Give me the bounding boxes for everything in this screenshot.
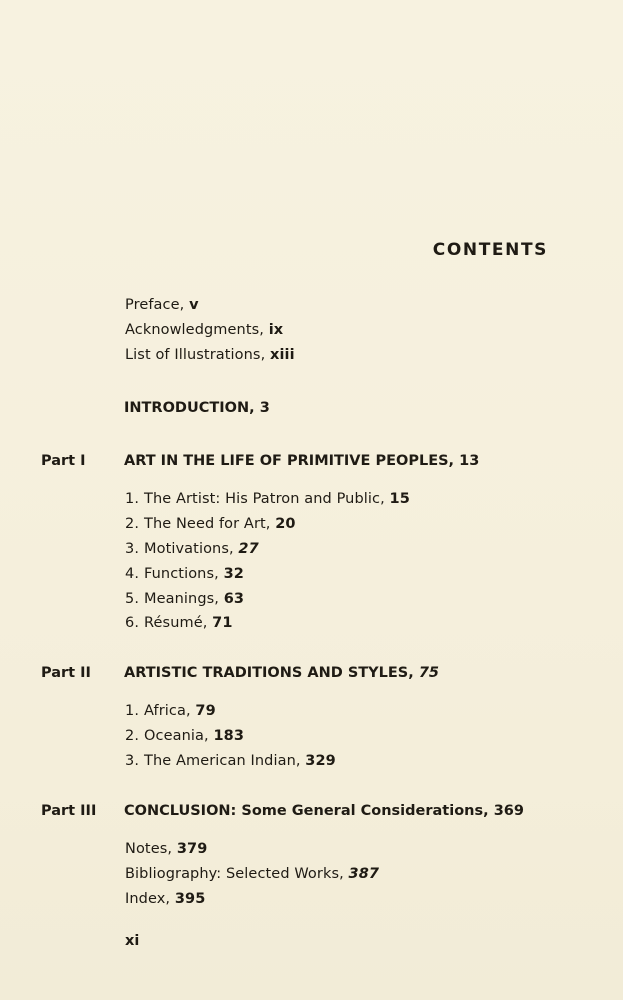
toc-entry-text: Acknowledgments, [125,322,264,338]
toc-entry-page: xiii [270,347,295,363]
toc-entry-page: 75 [418,665,440,681]
chapter-entry[interactable] [125,727,244,745]
chapter-title: The American Indian, [144,753,301,769]
chapter-number: 1. [125,703,140,719]
toc-entry-notes[interactable] [125,840,207,858]
toc-entry-page: 13 [459,453,480,469]
toc-entry-page: 387 [348,866,380,882]
chapter-title: Africa, [144,703,191,719]
part-title-3[interactable] [124,802,524,820]
toc-entry-page: 379 [176,841,208,857]
chapter-title: The Need for Art, [144,516,271,532]
chapter-entry[interactable] [125,590,244,608]
chapter-number: 3. [125,753,140,769]
toc-entry-text: List of Illustrations, [125,347,266,363]
chapter-number: 3. [125,541,140,557]
chapter-title: Résumé, [144,615,208,631]
toc-entry-preface[interactable] [125,296,199,314]
toc-entry-page: 20 [275,516,296,532]
chapter-entry[interactable] [125,752,336,770]
toc-entry-text: Notes, [125,841,173,857]
toc-entry-text: Index, [125,891,171,907]
chapter-entry[interactable] [125,490,410,508]
part-title-text: CONCLUSION: Some General Considerations, [124,803,489,819]
part-title-text: ART IN THE LIFE OF PRIMITIVE PEOPLES, [124,453,455,469]
toc-entry-page: v [189,297,199,313]
toc-entry-text: Bibliography: Selected Works, [125,866,344,882]
toc-entry-bibliography[interactable] [125,865,379,883]
toc-entry-acknowledgments[interactable] [125,321,283,339]
toc-entry-page: ix [268,322,284,338]
toc-entry-page: 63 [223,591,245,607]
toc-entry-page: 183 [213,728,245,744]
chapter-number: 2. [125,728,140,744]
page-heading: CONTENTS [432,240,548,260]
chapter-title: Oceania, [144,728,209,744]
toc-entry-page: 32 [223,566,244,582]
chapter-entry[interactable] [125,515,296,533]
chapter-number: 5. [125,591,140,607]
toc-entry-page: 369 [493,803,524,819]
part-label: Part II [41,665,91,681]
toc-entry-introduction[interactable] [124,399,270,417]
toc-entry-page: 395 [174,891,206,907]
part-title-text: ARTISTIC TRADITIONS AND STYLES, [124,665,414,681]
chapter-entry[interactable] [125,702,216,720]
toc-entry-page: 27 [238,541,259,557]
chapter-number: 6. [125,615,140,631]
part-title-2[interactable] [124,664,439,682]
chapter-title: The Artist: His Patron and Public, [144,491,385,507]
toc-entry-page: 329 [305,753,336,769]
toc-entry-page: 15 [389,491,410,507]
toc-entry-list-of-illustrations[interactable] [125,346,295,364]
toc-entry-text: INTRODUCTION, [124,400,255,416]
part-label: Part III [41,803,97,819]
chapter-number: 2. [125,516,140,532]
toc-entry-page: 79 [195,703,216,719]
chapter-title: Functions, [144,566,219,582]
chapter-number: 4. [125,566,140,582]
chapter-title: Motivations, [144,541,234,557]
chapter-entry[interactable] [125,614,233,632]
part-title-1[interactable] [124,452,479,470]
toc-entry-text: Preface, [125,297,185,313]
part-label: Part I [41,453,86,469]
page-number: xi [125,933,140,949]
toc-entry-page: 71 [212,615,233,631]
toc-entry-index[interactable] [125,890,205,908]
toc-entry-page: 3 [259,400,270,416]
chapter-entry[interactable] [125,565,244,583]
chapter-title: Meanings, [144,591,219,607]
chapter-entry[interactable] [125,540,259,558]
chapter-number: 1. [125,491,140,507]
